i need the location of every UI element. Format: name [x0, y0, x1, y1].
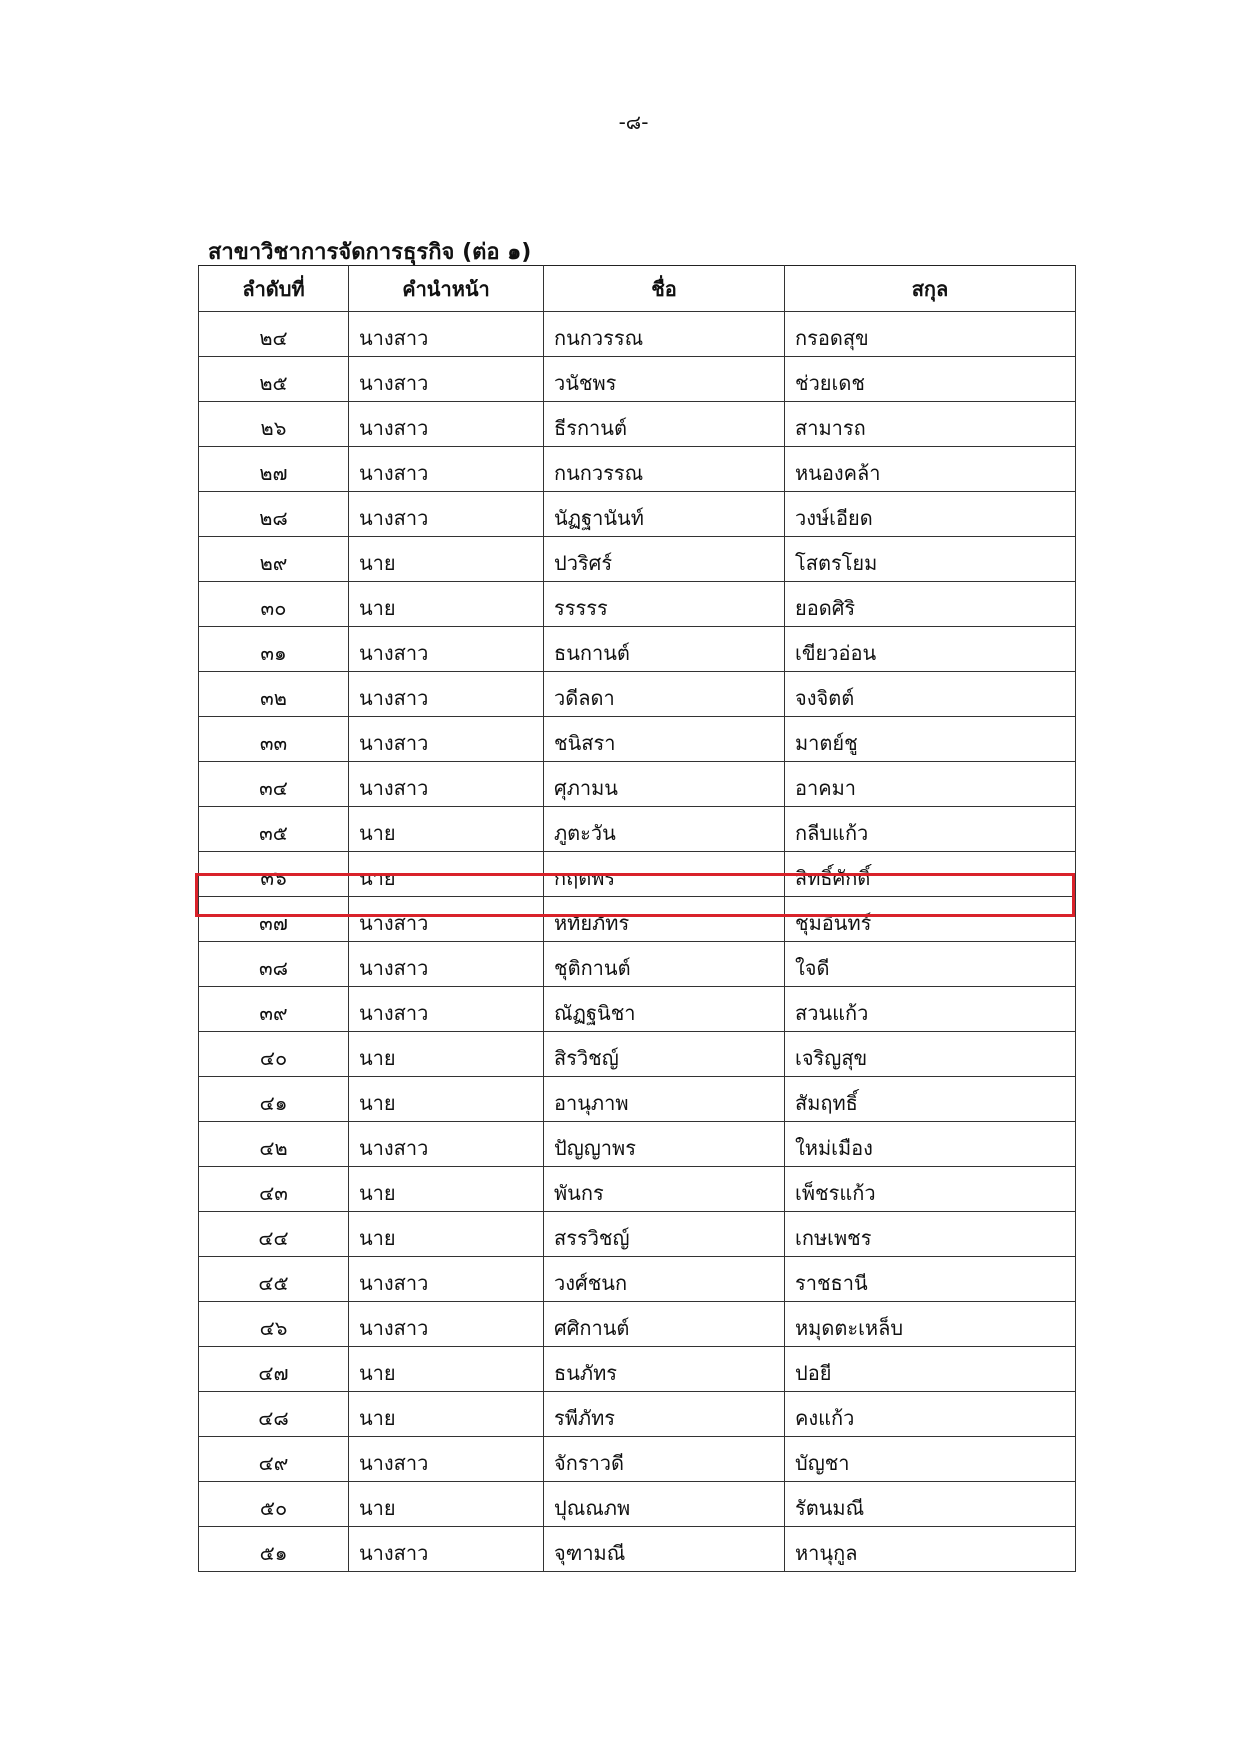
cell-no: ๔๙: [199, 1437, 349, 1482]
cell-title: นาย: [349, 537, 544, 582]
cell-first-name: ปุณณภพ: [544, 1482, 785, 1527]
cell-last-name: หมุดตะเหล็บ: [785, 1302, 1076, 1347]
cell-title: นาย: [349, 852, 544, 897]
cell-no: ๓๕: [199, 807, 349, 852]
cell-title: นางสาว: [349, 717, 544, 762]
cell-title: นางสาว: [349, 627, 544, 672]
section-title: สาขาวิชาการจัดการธุรกิจ (ต่อ ๑): [208, 240, 532, 265]
cell-last-name: บัญชา: [785, 1437, 1076, 1482]
cell-title: นางสาว: [349, 672, 544, 717]
cell-first-name: ธีรกานต์: [544, 402, 785, 447]
table-row: [199, 582, 1076, 627]
cell-no: ๕๑: [199, 1527, 349, 1572]
cell-no: ๓๖: [199, 852, 349, 897]
cell-no: ๒๔: [199, 312, 349, 357]
cell-last-name: ใจดี: [785, 942, 1076, 987]
cell-first-name: หทัยภัทร: [544, 897, 785, 942]
cell-no: ๔๔: [199, 1212, 349, 1257]
cell-first-name: ภูตะวัน: [544, 807, 785, 852]
table-row: [199, 402, 1076, 447]
cell-title: นางสาว: [349, 1437, 544, 1482]
cell-title: นางสาว: [349, 897, 544, 942]
cell-last-name: หนองคล้า: [785, 447, 1076, 492]
cell-first-name: วงศ์ชนก: [544, 1257, 785, 1302]
cell-first-name: สรรวิชญ์: [544, 1212, 785, 1257]
cell-title: นางสาว: [349, 1302, 544, 1347]
table-row: [199, 537, 1076, 582]
cell-title: นาย: [349, 1077, 544, 1122]
cell-no: ๓๔: [199, 762, 349, 807]
table-row: [199, 942, 1076, 987]
header-first-name: ชื่อ: [544, 266, 785, 312]
table-row: [199, 1482, 1076, 1527]
table-row: [199, 1437, 1076, 1482]
cell-no: ๔๒: [199, 1122, 349, 1167]
cell-last-name: มาตย์ชู: [785, 717, 1076, 762]
cell-no: ๒๗: [199, 447, 349, 492]
table-row: [199, 672, 1076, 717]
table-body: [199, 312, 1076, 1572]
cell-title: นาย: [349, 582, 544, 627]
table-row: [199, 627, 1076, 672]
table-row: [199, 1077, 1076, 1122]
table-row: [199, 1302, 1076, 1347]
cell-title: นางสาว: [349, 942, 544, 987]
cell-no: ๓๐: [199, 582, 349, 627]
table-row: [199, 1122, 1076, 1167]
cell-no: ๔๖: [199, 1302, 349, 1347]
cell-title: นาย: [349, 1212, 544, 1257]
cell-no: ๓๒: [199, 672, 349, 717]
cell-last-name: โสตรโยม: [785, 537, 1076, 582]
cell-no: ๕๐: [199, 1482, 349, 1527]
table-row: [199, 1392, 1076, 1437]
cell-last-name: ชุมอินทร์: [785, 897, 1076, 942]
cell-first-name: รพีภัทร: [544, 1392, 785, 1437]
table-row: [199, 897, 1076, 942]
cell-last-name: สามารถ: [785, 402, 1076, 447]
table-row: [199, 717, 1076, 762]
cell-no: ๒๖: [199, 402, 349, 447]
cell-no: ๔๐: [199, 1032, 349, 1077]
cell-first-name: ศศิกานต์: [544, 1302, 785, 1347]
cell-no: ๔๘: [199, 1392, 349, 1437]
cell-no: ๒๘: [199, 492, 349, 537]
cell-last-name: คงแก้ว: [785, 1392, 1076, 1437]
cell-title: นาย: [349, 1347, 544, 1392]
header-title: คำนำหน้า: [349, 266, 544, 312]
cell-last-name: รัตนมณี: [785, 1482, 1076, 1527]
header-no: ลำดับที่: [199, 266, 349, 312]
cell-title: นางสาว: [349, 357, 544, 402]
cell-no: ๔๗: [199, 1347, 349, 1392]
cell-last-name: ราชธานี: [785, 1257, 1076, 1302]
cell-last-name: สวนแก้ว: [785, 987, 1076, 1032]
cell-first-name: ปัญญาพร: [544, 1122, 785, 1167]
cell-title: นางสาว: [349, 312, 544, 357]
table-row: [199, 1347, 1076, 1392]
cell-first-name: ชุติกานต์: [544, 942, 785, 987]
cell-first-name: กนกวรรณ: [544, 447, 785, 492]
cell-no: ๓๗: [199, 897, 349, 942]
table-row: [199, 357, 1076, 402]
cell-first-name: วดีลดา: [544, 672, 785, 717]
cell-first-name: นัฏฐานันท์: [544, 492, 785, 537]
cell-last-name: เพ็ชรแก้ว: [785, 1167, 1076, 1212]
cell-no: ๔๑: [199, 1077, 349, 1122]
table-row: [199, 807, 1076, 852]
cell-title: นาย: [349, 1392, 544, 1437]
cell-no: ๓๑: [199, 627, 349, 672]
cell-title: นางสาว: [349, 762, 544, 807]
cell-first-name: ชนิสรา: [544, 717, 785, 762]
table-row: [199, 1032, 1076, 1077]
cell-last-name: กลีบแก้ว: [785, 807, 1076, 852]
cell-first-name: ณัฏฐนิชา: [544, 987, 785, 1032]
cell-title: นาย: [349, 1032, 544, 1077]
cell-no: ๒๙: [199, 537, 349, 582]
cell-last-name: เขียวอ่อน: [785, 627, 1076, 672]
cell-no: ๒๕: [199, 357, 349, 402]
cell-title: นางสาว: [349, 402, 544, 447]
cell-first-name: จักราวดี: [544, 1437, 785, 1482]
cell-last-name: วงษ์เอียด: [785, 492, 1076, 537]
table-row: [199, 492, 1076, 537]
cell-last-name: เจริญสุข: [785, 1032, 1076, 1077]
cell-title: นาย: [349, 1482, 544, 1527]
cell-no: ๓๘: [199, 942, 349, 987]
cell-no: ๔๓: [199, 1167, 349, 1212]
cell-first-name: กฤตพร: [544, 852, 785, 897]
table-row: [199, 762, 1076, 807]
cell-last-name: ช่วยเดช: [785, 357, 1076, 402]
table-row: [199, 987, 1076, 1032]
cell-title: นางสาว: [349, 447, 544, 492]
table-row: [199, 1167, 1076, 1212]
cell-last-name: สัมฤทธิ์: [785, 1077, 1076, 1122]
cell-last-name: กรอดสุข: [785, 312, 1076, 357]
cell-first-name: กนกวรรณ: [544, 312, 785, 357]
table-row: [199, 1257, 1076, 1302]
page-number: -๘-: [618, 110, 649, 134]
name-list-table: [198, 265, 1076, 1572]
cell-last-name: ใหม่เมือง: [785, 1122, 1076, 1167]
cell-no: ๓๓: [199, 717, 349, 762]
cell-first-name: ปวริศร์: [544, 537, 785, 582]
cell-title: นางสาว: [349, 492, 544, 537]
cell-last-name: ปอยี: [785, 1347, 1076, 1392]
cell-title: นาย: [349, 807, 544, 852]
table-row: [199, 1212, 1076, 1257]
table-row: [199, 1527, 1076, 1572]
cell-last-name: จงจิตต์: [785, 672, 1076, 717]
cell-first-name: ธนกานต์: [544, 627, 785, 672]
cell-last-name: สิทธิ์ศักดิ์: [785, 852, 1076, 897]
table-row: [199, 447, 1076, 492]
table-row: [199, 852, 1076, 897]
table-row: [199, 312, 1076, 357]
cell-title: นางสาว: [349, 1527, 544, 1572]
cell-first-name: อานุภาพ: [544, 1077, 785, 1122]
cell-last-name: หานุกูล: [785, 1527, 1076, 1572]
cell-first-name: ธนภัทร: [544, 1347, 785, 1392]
cell-first-name: ศุภามน: [544, 762, 785, 807]
cell-first-name: พันกร: [544, 1167, 785, 1212]
cell-title: นาย: [349, 1167, 544, 1212]
cell-last-name: อาคมา: [785, 762, 1076, 807]
header-last-name: สกุล: [785, 266, 1076, 312]
cell-no: ๓๙: [199, 987, 349, 1032]
cell-last-name: เกษเพชร: [785, 1212, 1076, 1257]
cell-first-name: สิรวิชญ์: [544, 1032, 785, 1077]
table-header-row: [199, 266, 1076, 312]
cell-first-name: รรรรร: [544, 582, 785, 627]
cell-no: ๔๕: [199, 1257, 349, 1302]
cell-title: นางสาว: [349, 1122, 544, 1167]
cell-last-name: ยอดศิริ: [785, 582, 1076, 627]
cell-title: นางสาว: [349, 1257, 544, 1302]
cell-first-name: จุฑามณี: [544, 1527, 785, 1572]
cell-first-name: วนัชพร: [544, 357, 785, 402]
cell-title: นางสาว: [349, 987, 544, 1032]
